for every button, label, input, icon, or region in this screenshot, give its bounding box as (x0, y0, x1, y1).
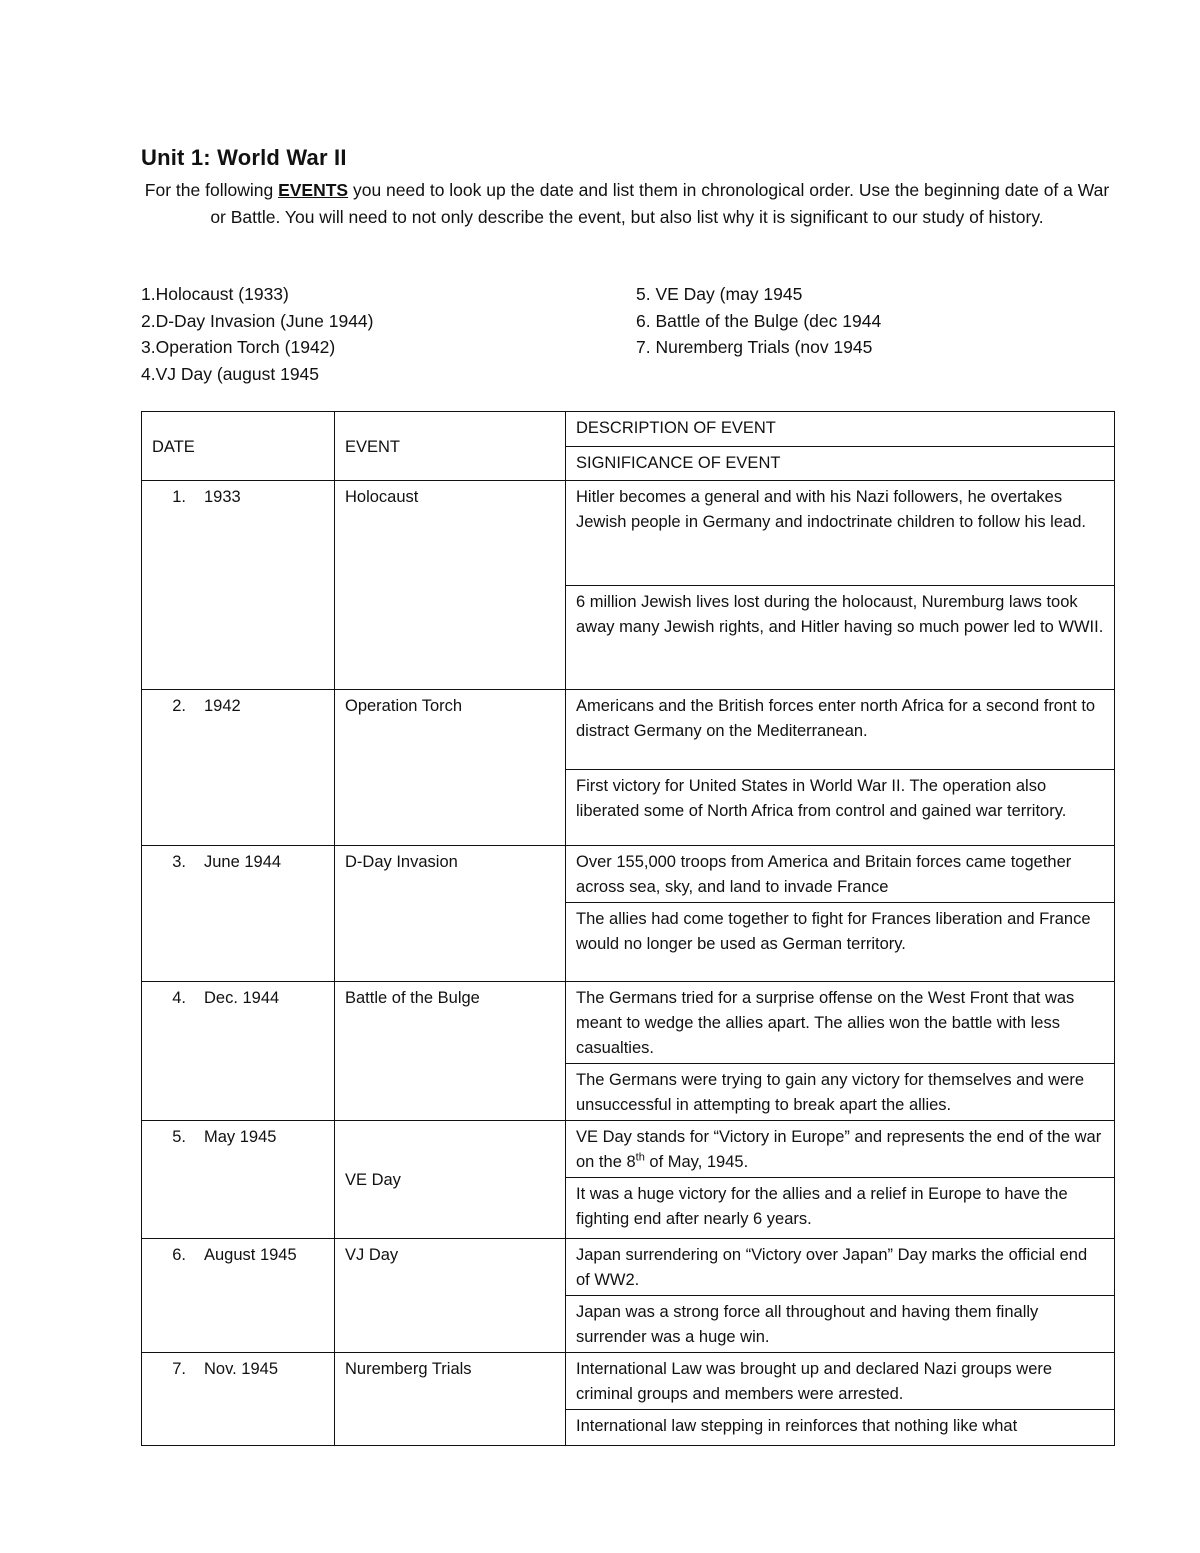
row-date: May 1945 (204, 1128, 277, 1146)
row-number: 7. (172, 1360, 186, 1378)
header-date: DATE (142, 412, 335, 481)
list-item: 1.Holocaust (1933) (141, 284, 289, 304)
date-cell (142, 982, 335, 1121)
event-cell: Operation Torch (335, 690, 566, 846)
list-item: 7. Nuremberg Trials (nov 1945 (636, 337, 873, 357)
list-item: 5. VE Day (may 1945 (636, 284, 803, 304)
description-text: of May, 1945. (644, 1153, 749, 1171)
row-number: 3. (172, 853, 186, 871)
event-cell: Nuremberg Trials (335, 1353, 566, 1446)
table-row (142, 1353, 1115, 1410)
event-cell: D-Day Invasion (335, 846, 566, 982)
row-number: 2. (172, 697, 186, 715)
significance-cell: Japan was a strong force all throughout and having them finally surrender was a huge win. (566, 1296, 1115, 1353)
header-event: EVENT (335, 412, 566, 481)
header-description: DESCRIPTION OF EVENT (566, 412, 1115, 447)
row-date: 1942 (204, 697, 241, 715)
date-cell (142, 846, 335, 982)
date-cell (142, 690, 335, 846)
events-table (141, 411, 1115, 1446)
row-date: Nov. 1945 (204, 1360, 278, 1378)
table-row (142, 1239, 1115, 1296)
table-row (142, 690, 1115, 770)
table-row (142, 1121, 1115, 1178)
description-cell: Americans and the British forces enter north Africa for a second front to distract Germany on the Mediterranean. (566, 690, 1115, 770)
event-cell: VJ Day (335, 1239, 566, 1353)
header-row (142, 412, 1115, 447)
description-cell: International Law was brought up and declared Nazi groups were criminal groups and members were arrested. (566, 1353, 1115, 1410)
table-row (142, 982, 1115, 1064)
event-list-left (141, 281, 373, 387)
row-date: 1933 (204, 488, 241, 506)
description-cell: The Germans tried for a surprise offense on the West Front that was meant to wedge the allies apart. The allies won the battle with less casualties. (566, 982, 1115, 1064)
description-cell: Japan surrendering on “Victory over Japan” Day marks the official end of WW2. (566, 1239, 1115, 1296)
description-text: VE Day stands for “Victory in Europe” and represents the end of the war on the 8 (576, 1128, 1102, 1171)
significance-cell: First victory for United States in World War II. The operation also liberated some of North Africa from control and gained war territory. (566, 770, 1115, 846)
table-row (142, 846, 1115, 903)
event-cell: VE Day (335, 1121, 566, 1239)
list-item: 3.Operation Torch (1942) (141, 337, 336, 357)
row-number: 4. (172, 989, 186, 1007)
row-number: 6. (172, 1246, 186, 1264)
date-cell (142, 481, 335, 690)
date-cell (142, 1353, 335, 1446)
intro-keyword: EVENTS (278, 180, 349, 200)
table-row (142, 481, 1115, 586)
description-cell (566, 1121, 1115, 1178)
row-date: Dec. 1944 (204, 989, 280, 1007)
date-cell (142, 1239, 335, 1353)
intro-before: For the following (144, 180, 279, 200)
instructions-paragraph (141, 177, 1113, 230)
row-date: August 1945 (204, 1246, 297, 1264)
intro-after: you need to look up the date and list them in chronological order. Use the beginning date of a War or Battle. You will need to not only describe the event, but also list why it is significant to our study of history. (210, 180, 1110, 227)
header-significance: SIGNIFICANCE OF EVENT (566, 446, 1115, 481)
event-cell: Holocaust (335, 481, 566, 690)
event-list-right (636, 281, 881, 361)
significance-cell: The allies had come together to fight for Frances liberation and France would no longer be used as German territory. (566, 903, 1115, 982)
event-cell: Battle of the Bulge (335, 982, 566, 1121)
description-cell: Hitler becomes a general and with his Nazi followers, he overtakes Jewish people in Germany and indoctrinate children to follow his lead. (566, 481, 1115, 586)
list-item: 6. Battle of the Bulge (dec 1944 (636, 310, 882, 331)
date-cell (142, 1121, 335, 1239)
row-date: June 1944 (204, 853, 282, 871)
page-title: Unit 1: World War II (141, 145, 347, 170)
significance-cell: It was a huge victory for the allies and a relief in Europe to have the fighting end after nearly 6 years. (566, 1178, 1115, 1239)
list-item: 2.D-Day Invasion (June 1944) (141, 310, 374, 331)
description-cell: Over 155,000 troops from America and Britain forces came together across sea, sky, and land to invade France (566, 846, 1115, 903)
list-item: 4.VJ Day (august 1945 (141, 363, 320, 384)
row-number: 5. (172, 1128, 186, 1146)
significance-cell: 6 million Jewish lives lost during the holocaust, Nuremburg laws took away many Jewish rights, and Hitler having so much power led to WWII. (566, 586, 1115, 690)
significance-cell: International law stepping in reinforces that nothing like what (566, 1410, 1115, 1446)
row-number: 1. (172, 488, 186, 506)
ordinal-suffix: th (635, 1151, 645, 1164)
significance-cell: The Germans were trying to gain any victory for themselves and were unsuccessful in attempting to break apart the allies. (566, 1064, 1115, 1121)
